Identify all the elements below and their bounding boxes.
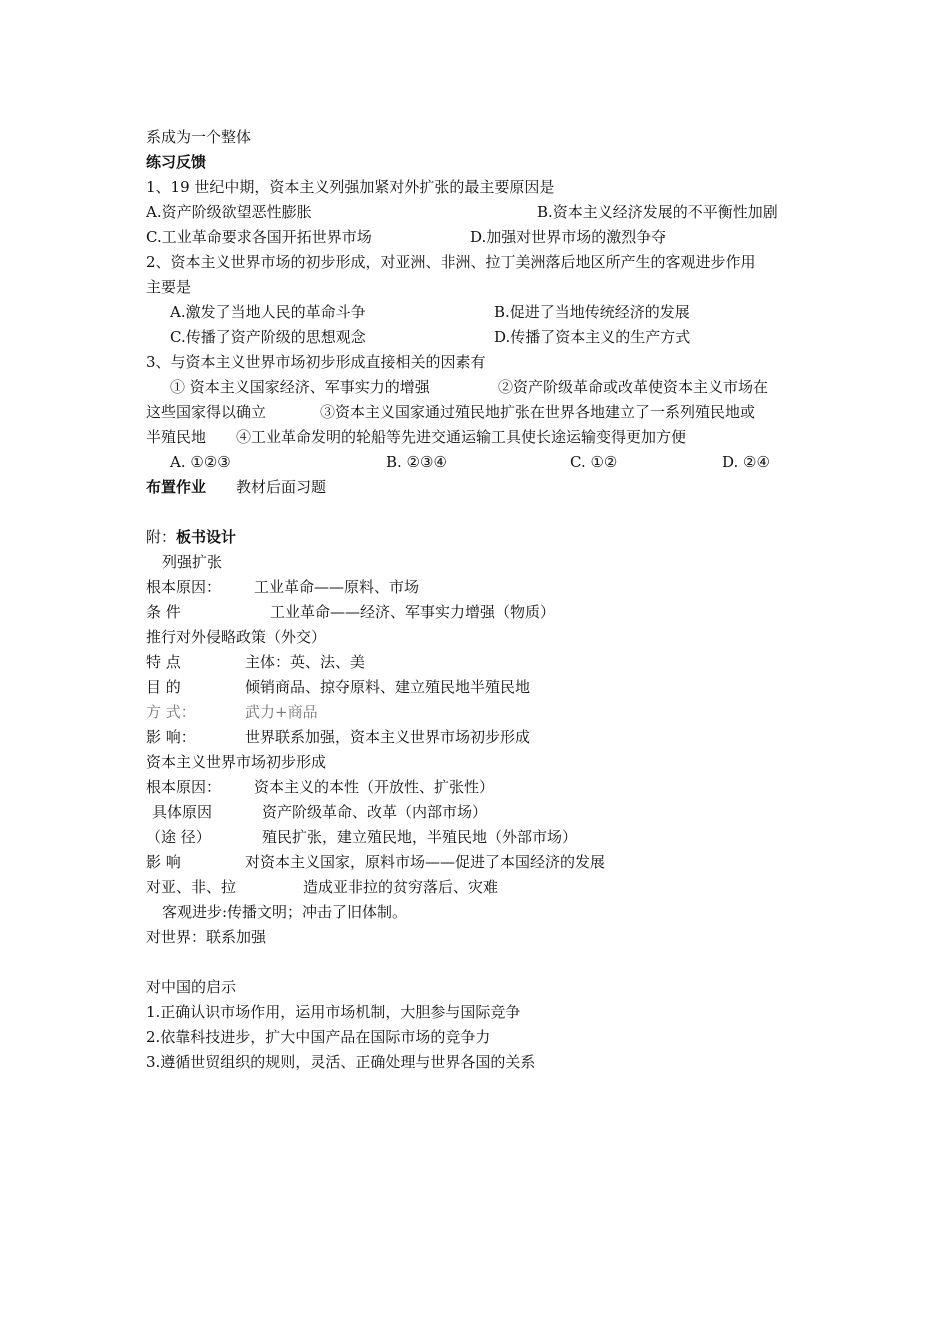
- board-design-heading: [146, 527, 236, 547]
- market-asia-africa-latam-value: 造成亚非拉的贫穷落后、灾难: [303, 878, 499, 896]
- market-title: 资本主义世界市场初步形成: [146, 753, 327, 771]
- purpose-label: 目 的: [146, 678, 181, 696]
- board-title: 列强扩张: [162, 553, 223, 571]
- question-1-option-c: C.工业革命要求各国开拓世界市场: [146, 228, 372, 246]
- question-1-option-d: D.加强对世界市场的激烈争夺: [470, 228, 667, 246]
- homework-text: 教材后面习题: [236, 478, 327, 496]
- policy-line: 推行对外侵略政策（外交）: [146, 628, 327, 646]
- insight-item-3: 3.遵循世贸组织的规则，灵活、正确处理与世界各国的关系: [146, 1053, 536, 1071]
- insight-item-2: 2.依靠科技进步，扩大中国产品在国际市场的竞争力: [146, 1028, 491, 1046]
- question-3-factor-3b: 半殖民地: [146, 428, 207, 446]
- question-1-stem: 1、19 世纪中期，资本主义列强加紧对外扩张的最主要原因是: [146, 178, 555, 196]
- question-3-stem: 3、与资本主义世界市场初步形成直接相关的因素有: [146, 353, 486, 371]
- question-1-option-a: A.资产阶级欲望恶性膨胀: [146, 203, 312, 221]
- market-root-value: 资本主义的本性（开放性、扩张性）: [254, 778, 495, 796]
- root-cause-label: 根本原因：: [146, 578, 222, 596]
- question-3-factor-4: ④工业革命发明的轮船等先进交通运输工具使长途运输变得更加方便: [236, 428, 687, 446]
- condition-value: 工业革命——经济、军事实力增强（物质）: [270, 603, 556, 621]
- question-2-option-d: D.传播了资本主义的生产方式: [494, 328, 691, 346]
- market-objective-progress: 客观进步:传播文明；冲击了旧体制。: [162, 903, 408, 921]
- question-3-option-d: D. ②④: [722, 453, 770, 471]
- market-world-impact: 对世界：联系加强: [146, 928, 267, 946]
- question-3-option-b: B. ②③④: [386, 453, 447, 471]
- market-specific-value: 资产阶级革命、改革（内部市场）: [262, 803, 488, 821]
- question-3-option-a: A. ①②③: [170, 453, 231, 471]
- question-3-factor-2a: ②资产阶级革命或改革使资本主义市场在: [498, 378, 769, 396]
- method-value: 武力+商品: [245, 703, 318, 721]
- board-heading: 板书设计: [176, 528, 237, 546]
- question-2-stem-line2: 主要是: [146, 278, 192, 296]
- question-2-stem-line1: 2、资本主义世界市场的初步形成，对亚洲、非洲、拉丁美洲落后地区所产生的客观进步作用: [146, 253, 756, 271]
- insight-title: 对中国的启示: [146, 978, 237, 996]
- condition-label: 条 件: [146, 603, 181, 621]
- question-3-factor-3a: ③资本主义国家通过殖民地扩张在世界各地建立了一系列殖民地或: [320, 403, 756, 421]
- market-root-label: 根本原因：: [146, 778, 222, 796]
- question-3-factor-2b: 这些国家得以确立: [146, 403, 267, 421]
- practice-heading: 练习反馈: [146, 153, 207, 171]
- homework-label: 布置作业: [146, 478, 207, 496]
- question-2-option-a: A.激发了当地人民的革命斗争: [170, 303, 366, 321]
- question-1-option-b: B.资本主义经济发展的不平衡性加剧: [537, 203, 778, 221]
- market-path-label: （途 径）: [146, 828, 211, 846]
- question-3-option-c: C. ①②: [570, 453, 618, 471]
- question-2-option-c: C.传播了资产阶级的思想观念: [170, 328, 366, 346]
- feature-value: 主体：英、法、美: [245, 653, 366, 671]
- insight-item-1: 1.正确认识市场作用，运用市场机制，大胆参与国际竞争: [146, 1003, 521, 1021]
- market-impact-value: 对资本主义国家，原料市场——促进了本国经济的发展: [245, 853, 606, 871]
- market-impact-label: 影 响: [146, 853, 181, 871]
- market-asia-africa-latam-label: 对亚、非、拉: [146, 878, 237, 896]
- impact-label: 影 响：: [146, 728, 196, 746]
- question-2-option-b: B.促进了当地传统经济的发展: [494, 303, 690, 321]
- method-label: 方 式：: [146, 703, 196, 721]
- board-prefix: 附：: [146, 528, 177, 546]
- question-3-factor-1: ① 资本主义国家经济、军事实力的增强: [170, 378, 430, 396]
- continuation-text: 系成为一个整体: [146, 128, 252, 146]
- market-path-value: 殖民扩张，建立殖民地，半殖民地（外部市场）: [262, 828, 578, 846]
- root-cause-value: 工业革命——原料、市场: [254, 578, 420, 596]
- impact-value: 世界联系加强，资本主义世界市场初步形成: [245, 728, 531, 746]
- feature-label: 特 点: [146, 653, 181, 671]
- market-specific-label: 具体原因: [152, 803, 213, 821]
- purpose-value: 倾销商品、掠夺原料、建立殖民地半殖民地: [245, 678, 531, 696]
